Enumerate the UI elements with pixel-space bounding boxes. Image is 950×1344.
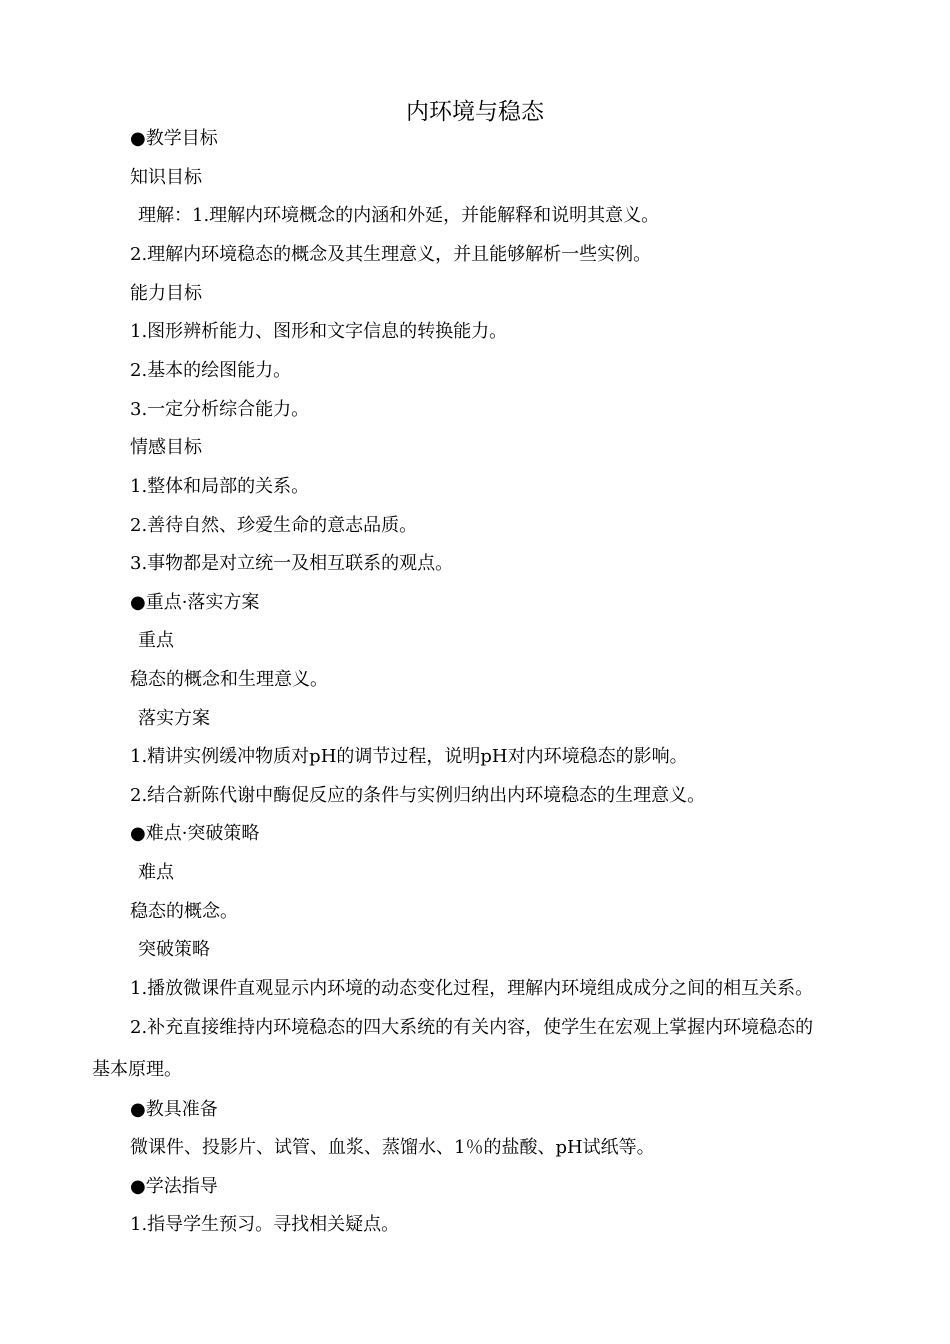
section-heading-key-points: ●重点·落实方案	[130, 592, 260, 613]
emotion-goal-1: 1.整体和局部的关系。	[130, 476, 310, 497]
subheading-ability-goals: 能力目标	[130, 283, 202, 304]
ability-goal-2: 2.基本的绘图能力。	[130, 360, 292, 381]
emotion-goal-3: 3.事物都是对立统一及相互联系的观点。	[130, 553, 454, 574]
implementation-plan-2: 2.结合新陈代谢中酶促反应的条件与实例归纳出内环境稳态的生理意义。	[130, 785, 706, 806]
section-heading-teaching-goals: ●教学目标	[130, 128, 218, 149]
subheading-emotion-goals: 情感目标	[130, 437, 202, 458]
study-guidance-1: 1.指导学生预习。寻找相关疑点。	[130, 1214, 400, 1235]
ability-goal-3: 3.一定分析综合能力。	[130, 399, 310, 420]
teaching-aids-text: 微课件、投影片、试管、血浆、蒸馏水、1％的盐酸、pH试纸等。	[130, 1137, 655, 1158]
knowledge-goal-1: 理解：1.理解内环境概念的内涵和外延，并能解释和说明其意义。	[138, 205, 660, 226]
subheading-implementation-plan: 落实方案	[138, 708, 210, 729]
document-title: 内环境与稳态	[406, 99, 544, 125]
ability-goal-1: 1.图形辨析能力、图形和文字信息的转换能力。	[130, 321, 508, 342]
subheading-breakthrough-strategy: 突破策略	[138, 939, 210, 960]
section-heading-teaching-aids: ●教具准备	[130, 1099, 218, 1120]
strategy-2-continued: 基本原理。	[92, 1059, 182, 1080]
difficulty-text: 稳态的概念。	[130, 901, 238, 922]
section-heading-difficulties: ●难点·突破策略	[130, 823, 260, 844]
key-point-text: 稳态的概念和生理意义。	[130, 669, 328, 690]
emotion-goal-2: 2.善待自然、珍爱生命的意志品质。	[130, 515, 418, 536]
subheading-key-point: 重点	[138, 630, 174, 651]
strategy-1: 1.播放微课件直观显示内环境的动态变化过程，理解内环境组成成分之间的相互关系。	[130, 978, 814, 999]
strategy-2: 2.补充直接维持内环境稳态的四大系统的有关内容，使学生在宏观上掌握内环境稳态的	[130, 1017, 814, 1038]
implementation-plan-1: 1.精讲实例缓冲物质对pH的调节过程，说明pH对内环境稳态的影响。	[130, 746, 688, 767]
subheading-knowledge-goals: 知识目标	[130, 167, 202, 188]
knowledge-goal-2: 2.理解内环境稳态的概念及其生理意义，并且能够解析一些实例。	[130, 244, 652, 265]
section-heading-study-guidance: ●学法指导	[130, 1176, 218, 1197]
subheading-difficulty: 难点	[138, 862, 174, 883]
